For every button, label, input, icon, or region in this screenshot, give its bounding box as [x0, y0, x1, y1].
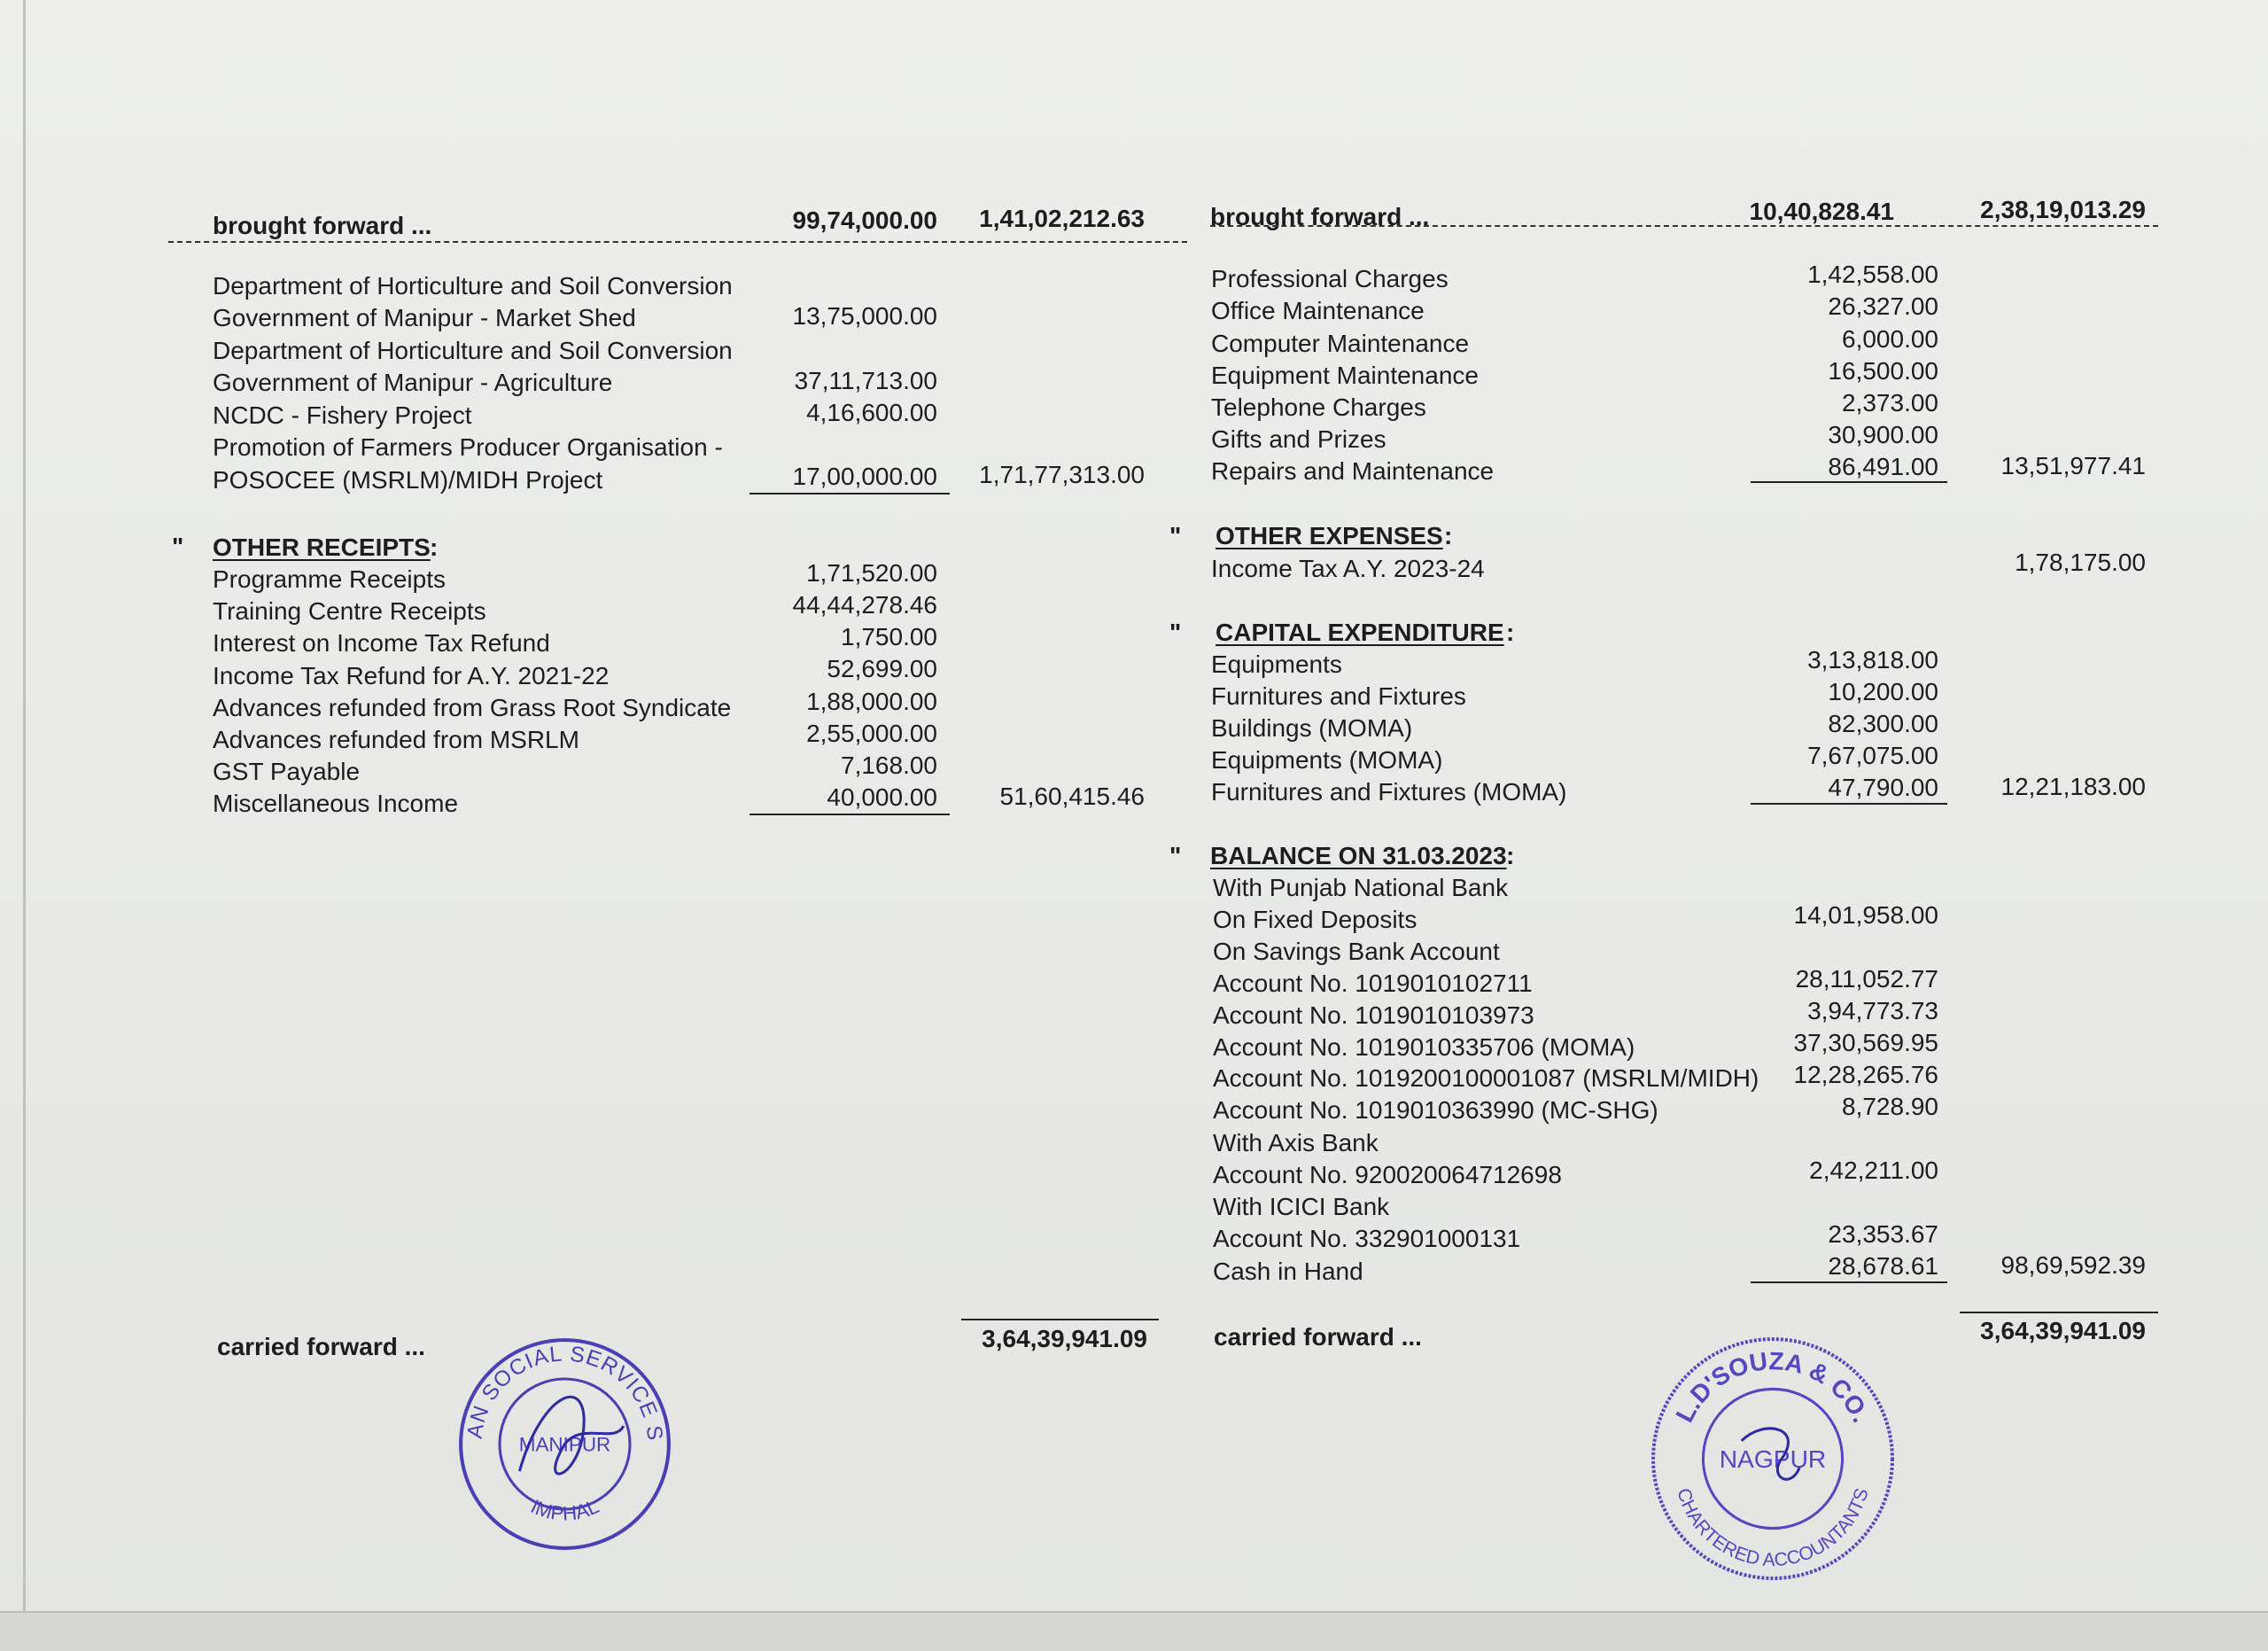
other-receipt-text: Interest on Income Tax Refund: [213, 629, 550, 657]
auditor-seal-ring-text: L.D'SOUZA & CO.: [1669, 1346, 1876, 1427]
other-receipts-subtotal-rule: [750, 814, 950, 815]
left-grant-row-text: POSOCEE (MSRLM)/MIDH Project: [213, 466, 603, 494]
other-receipt-text: Miscellaneous Income: [213, 790, 459, 817]
other-expense-text: Income Tax A.Y. 2023-24: [1211, 555, 1485, 582]
auditor-seal-graphic: [1648, 1334, 1898, 1584]
society-seal-graphic: [456, 1336, 673, 1553]
charge-row-amount: 2,373.00: [1842, 389, 1938, 417]
capex-subtotal-rule: [1751, 803, 1947, 805]
balance-row-amount: 37,30,569.95: [1793, 1029, 1938, 1056]
svg-text:IMPHAL: [527, 1495, 602, 1525]
capex-row-amount: 10,200.00: [1828, 678, 1938, 705]
other-receipt-text: Training Centre Receipts: [213, 597, 486, 625]
balance-row-text: Cash in Hand: [1213, 1258, 1363, 1285]
capex-row-text: Equipments: [1211, 650, 1342, 678]
balances-subtotal-rule: [1751, 1281, 1947, 1283]
left-grant-row-text: Government of Manipur - Agriculture: [213, 369, 613, 396]
balance-row-amount: 12,28,265.76: [1793, 1061, 1938, 1088]
charges-subtotal-rule: [1751, 481, 1947, 483]
capex-row-text: Furnitures and Fixtures: [1211, 682, 1466, 710]
balance-row-text: Account No. 1019010103973: [1213, 1001, 1534, 1029]
right-brought-forward-label: brought forward ...: [1210, 203, 1430, 230]
right-carried-forward-total: 3,64,39,941.09: [1980, 1317, 2146, 1344]
other-receipt-text: Advances refunded from Grass Root Syndicate: [213, 694, 732, 721]
other-receipt-amount: 40,000.00: [827, 783, 937, 811]
balance-row-text: On Savings Bank Account: [1213, 938, 1500, 965]
balance-row-amount: 8,728.90: [1842, 1093, 1938, 1120]
balance-row-text: With ICICI Bank: [1213, 1193, 1390, 1220]
other-receipt-amount: 7,168.00: [841, 752, 937, 779]
right-carried-forward-rule: [1960, 1312, 2158, 1313]
capex-row-amount: 82,300.00: [1828, 710, 1938, 737]
right-ditto-mark: ": [1169, 842, 1182, 869]
charge-row-text: Equipment Maintenance: [1211, 362, 1479, 389]
balance-row-text: Account No. 332901000131: [1213, 1225, 1521, 1252]
left-grant-row-amount: 4,16,600.00: [806, 399, 937, 426]
other-receipt-amount: 52,699.00: [827, 655, 937, 682]
other-receipt-text: Programme Receipts: [213, 565, 446, 593]
balance-row-text: Account No. 920020064712698: [1213, 1161, 1562, 1188]
balance-row-amount: 28,11,052.77: [1795, 965, 1938, 993]
balance-row-amount: 14,01,958.00: [1793, 901, 1938, 929]
left-grant-row-amount: 17,00,000.00: [792, 463, 937, 490]
other-receipt-amount: 44,44,278.46: [792, 591, 937, 619]
charge-row-text: Repairs and Maintenance: [1211, 457, 1495, 485]
scan-edge-bottom: [0, 1611, 2268, 1651]
other-expenses-heading-colon: :: [1444, 522, 1453, 549]
left-grant-row-amount: 37,11,713.00: [794, 367, 937, 394]
other-expenses-heading: OTHER EXPENSES: [1216, 522, 1443, 549]
capex-row-amount: 7,67,075.00: [1807, 742, 1938, 769]
left-grant-row-text: Government of Manipur - Market Shed: [213, 304, 636, 331]
balance-row-text: Account No. 1019010363990 (MC-SHG): [1213, 1096, 1658, 1124]
charge-row-amount: 1,42,558.00: [1807, 261, 1938, 288]
left-brought-forward-label: brought forward ...: [213, 212, 432, 239]
left-brought-forward-col1: 99,74,000.00: [792, 206, 937, 234]
balance-row-amount: 3,94,773.73: [1807, 997, 1938, 1024]
charge-row-text: Computer Maintenance: [1211, 330, 1470, 357]
left-grants-total: 1,71,77,313.00: [979, 461, 1145, 488]
charge-row-text: Gifts and Prizes: [1211, 425, 1386, 453]
other-receipts-heading-colon: :: [430, 533, 439, 561]
right-ditto-mark: ": [1169, 619, 1182, 646]
charge-row-amount: 86,491.00: [1828, 453, 1938, 480]
society-seal-ring-text: AN SOCIAL SERVICE S: [462, 1342, 667, 1443]
left-grant-row-text: NCDC - Fishery Project: [213, 401, 472, 429]
charge-row-text: Professional Charges: [1211, 265, 1449, 292]
balance-row-text: Account No. 1019010102711: [1213, 970, 1533, 997]
left-carried-forward-rule: [961, 1319, 1159, 1320]
charge-row-amount: 6,000.00: [1842, 325, 1938, 353]
left-grants-subtotal-rule: [750, 493, 950, 495]
capex-row-amount: 47,790.00: [1828, 774, 1938, 801]
society-seal-center-text: MANIPUR: [518, 1433, 611, 1456]
balance-heading: BALANCE ON 31.03.2023: [1210, 842, 1507, 869]
charge-row-text: Office Maintenance: [1211, 297, 1425, 324]
balance-row-amount: 28,678.61: [1828, 1252, 1938, 1280]
capex-row-text: Equipments (MOMA): [1211, 746, 1443, 774]
society-seal-bottom-text: IMPHAL: [527, 1495, 602, 1525]
other-receipt-amount: 1,750.00: [841, 623, 937, 650]
left-grant-row-amount: 13,75,000.00: [792, 302, 937, 330]
svg-text:DIOCESAN SOCIAL SERVICE SOCIET: [456, 1336, 667, 1443]
left-grant-row-text: Promotion of Farmers Producer Organisation -: [213, 433, 723, 461]
other-receipts-heading: OTHER RECEIPTS: [213, 533, 431, 561]
auditor-seal-bottom-text: CHARTERED ACCOUNTANTS: [1673, 1485, 1873, 1571]
scan-edge-left: [23, 0, 26, 1622]
capex-total: 12,21,183.00: [2000, 773, 2146, 800]
auditor-seal-center-text: NAGPUR: [1719, 1445, 1827, 1474]
capex-row-text: Furnitures and Fixtures (MOMA): [1211, 778, 1567, 806]
capital-expenditure-heading: CAPITAL EXPENDITURE: [1216, 619, 1504, 646]
balance-row-text: With Punjab National Bank: [1213, 874, 1509, 901]
other-receipt-amount: 1,88,000.00: [806, 688, 937, 715]
other-receipt-amount: 1,71,520.00: [806, 559, 937, 587]
left-carried-forward-total: 3,64,39,941.09: [982, 1325, 1147, 1352]
other-receipts-total: 51,60,415.46: [999, 783, 1145, 810]
balance-row-text: Account No. 1019010335706 (MOMA): [1213, 1033, 1635, 1061]
right-brought-forward-col2: 2,38,19,013.29: [1980, 196, 2146, 223]
left-grant-row-text: Department of Horticulture and Soil Conversion: [213, 272, 733, 300]
right-ditto-mark: ": [1169, 522, 1182, 549]
right-brought-forward-col1: 10,40,828.41: [1749, 198, 1894, 225]
balance-row-text: With Axis Bank: [1213, 1129, 1379, 1156]
auditor-seal: [1648, 1334, 1898, 1584]
right-dashed-rule: [1210, 225, 2158, 227]
left-ditto-mark: ": [172, 533, 184, 560]
other-receipt-text: GST Payable: [213, 758, 361, 785]
left-dashed-rule: [168, 241, 1187, 243]
charge-row-text: Telephone Charges: [1211, 393, 1426, 421]
charges-total: 13,51,977.41: [2000, 452, 2146, 479]
balances-total: 98,69,592.39: [2000, 1251, 2146, 1279]
left-grant-row-text: Department of Horticulture and Soil Conversion: [213, 337, 733, 364]
capex-row-amount: 3,13,818.00: [1807, 646, 1938, 674]
other-receipt-text: Advances refunded from MSRLM: [213, 726, 579, 753]
balance-row-amount: 23,353.67: [1828, 1220, 1938, 1248]
charge-row-amount: 16,500.00: [1828, 357, 1938, 385]
other-expense-amount: 1,78,175.00: [2015, 549, 2146, 576]
svg-text:L.D'SOUZA & CO.: [1670, 1346, 1876, 1427]
right-carried-forward-label: carried forward ...: [1214, 1323, 1422, 1351]
society-seal: [456, 1336, 673, 1553]
capex-row-text: Buildings (MOMA): [1211, 714, 1413, 742]
left-brought-forward-col2: 1,41,02,212.63: [979, 205, 1145, 232]
capital-expenditure-heading-colon: :: [1506, 619, 1515, 646]
other-receipt-text: Income Tax Refund for A.Y. 2021-22: [213, 662, 610, 689]
balance-row-amount: 2,42,211.00: [1809, 1156, 1938, 1184]
balance-row-text: Account No. 1019200100001087 (MSRLM/MIDH): [1213, 1064, 1759, 1092]
balance-heading-colon: :: [1506, 842, 1515, 869]
left-carried-forward-label: carried forward ...: [217, 1333, 425, 1360]
other-receipt-amount: 2,55,000.00: [806, 720, 937, 747]
charge-row-amount: 30,900.00: [1828, 421, 1938, 448]
balance-row-text: On Fixed Deposits: [1213, 906, 1418, 933]
charge-row-amount: 26,327.00: [1828, 292, 1938, 320]
